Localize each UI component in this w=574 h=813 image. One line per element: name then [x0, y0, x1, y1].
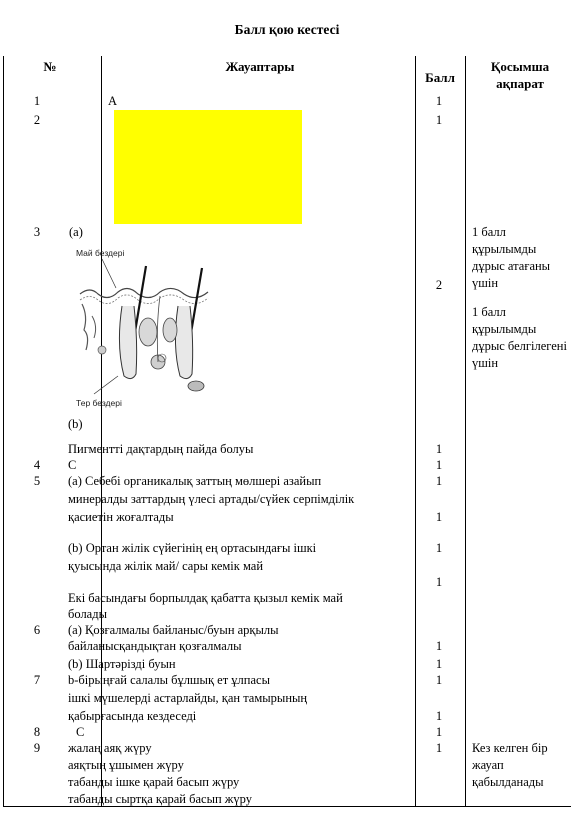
row-6-b-line1: (b) Шартәрізді буын	[68, 657, 176, 671]
row-9-line4: табанды сыртқа қарай басып жүру	[68, 792, 253, 806]
row-9-point: 1	[435, 741, 443, 755]
table-border-left	[3, 56, 4, 806]
row-2-answer-redacted	[114, 110, 302, 224]
row-5-a-line2: минералды заттардың үлесі артады/сүйек серпімділік	[68, 492, 355, 506]
row-7-line2: ішкі мүшелерді астарлайды, қан тамырының	[68, 691, 308, 705]
header-num: №	[43, 59, 57, 74]
row-7-point-2: 1	[435, 709, 443, 723]
row-5-a-line3: қасиетін жоғалтады	[68, 510, 174, 524]
page-title: Балл қою кестесі	[234, 22, 340, 37]
row-6-a-line2: байланысқандықтан қозғалмалы	[68, 639, 242, 653]
row-5-point-4: 1	[435, 575, 443, 589]
row-5-num: 5	[33, 474, 41, 488]
row-7-num: 7	[33, 673, 41, 687]
row-3-answer-b: Пигментті дақтардың пайда болуы	[68, 442, 254, 456]
row-6-num: 6	[33, 623, 41, 637]
row-5-b-line2: қуысында жілік май/ сары кемік май	[68, 559, 264, 573]
row-1-num: 1	[33, 94, 41, 108]
row-8-num: 8	[33, 725, 41, 739]
row-5-c-line1: Екі басындағы борпылдақ қабатта қызыл кемік май	[68, 591, 343, 605]
row-9-extra: Кез келген бір жауап қабылданады	[472, 741, 548, 789]
row-3-extra-2: 1 балл құрылымды дұрыс белгілегені үшін	[472, 305, 567, 370]
row-6-a-line1: (a) Қозғалмалы байланыс/буын арқылы	[68, 623, 279, 637]
row-2-point: 1	[435, 113, 443, 127]
row-7-point-1: 1	[435, 673, 443, 687]
row-3-num: 3	[33, 225, 41, 239]
table-divider-answers	[415, 56, 416, 806]
row-3-extra-1: 1 балл құрылымды дұрыс атағаны үшін	[472, 225, 551, 290]
row-4-answer: С	[68, 458, 77, 472]
row-5-point-2: 1	[435, 510, 443, 524]
row-6-point-2: 1	[435, 657, 443, 671]
row-9-num: 9	[33, 741, 41, 755]
row-5-a-line1: (a) Себебі органикалық заттың мөлшері азайып	[68, 474, 322, 488]
row-4-num: 4	[33, 458, 41, 472]
row-1-point: 1	[435, 94, 443, 108]
row-5-point-3: 1	[435, 541, 443, 555]
row-6-point-1: 1	[435, 639, 443, 653]
row-8-answer: С	[76, 725, 85, 739]
row-9-line3: табанды ішке қарай басып жүру	[68, 775, 240, 789]
row-5-b-line1: (b) Ортан жілік сүйегінің ең ортасындағы ішкі	[68, 541, 317, 555]
row-8-point: 1	[435, 725, 443, 739]
row-3-point-b: 1	[435, 442, 443, 456]
header-answers: Жауаптары	[225, 59, 295, 74]
table-divider-points	[465, 56, 466, 806]
row-9-line1: жалаң аяқ жүру	[68, 741, 152, 755]
row-3-part-a: (a)	[69, 225, 83, 239]
row-9-line2: аяқтың ұшымен жүру	[68, 758, 184, 772]
row-7-line3: қабырғасында кездеседі	[68, 709, 197, 723]
header-extra: Қосымша ақпарат	[490, 59, 550, 91]
figure-label-sebaceous: Май бездері	[76, 248, 125, 258]
header-points: Балл	[425, 70, 455, 85]
row-3-part-b: (b)	[68, 417, 83, 431]
row-5-point-1: 1	[435, 474, 443, 488]
row-4-point: 1	[435, 458, 443, 472]
row-3-point: 2	[435, 278, 443, 292]
row-7-line1: b-бірыңғай салалы бұлшық ет ұлпасы	[68, 673, 270, 687]
skin-structure-figure	[72, 246, 212, 410]
row-1-answer: А	[108, 94, 118, 108]
row-5-c-line2: болады	[68, 607, 107, 621]
row-2-num: 2	[33, 113, 41, 127]
figure-label-sweat: Тер бездері	[76, 398, 122, 408]
